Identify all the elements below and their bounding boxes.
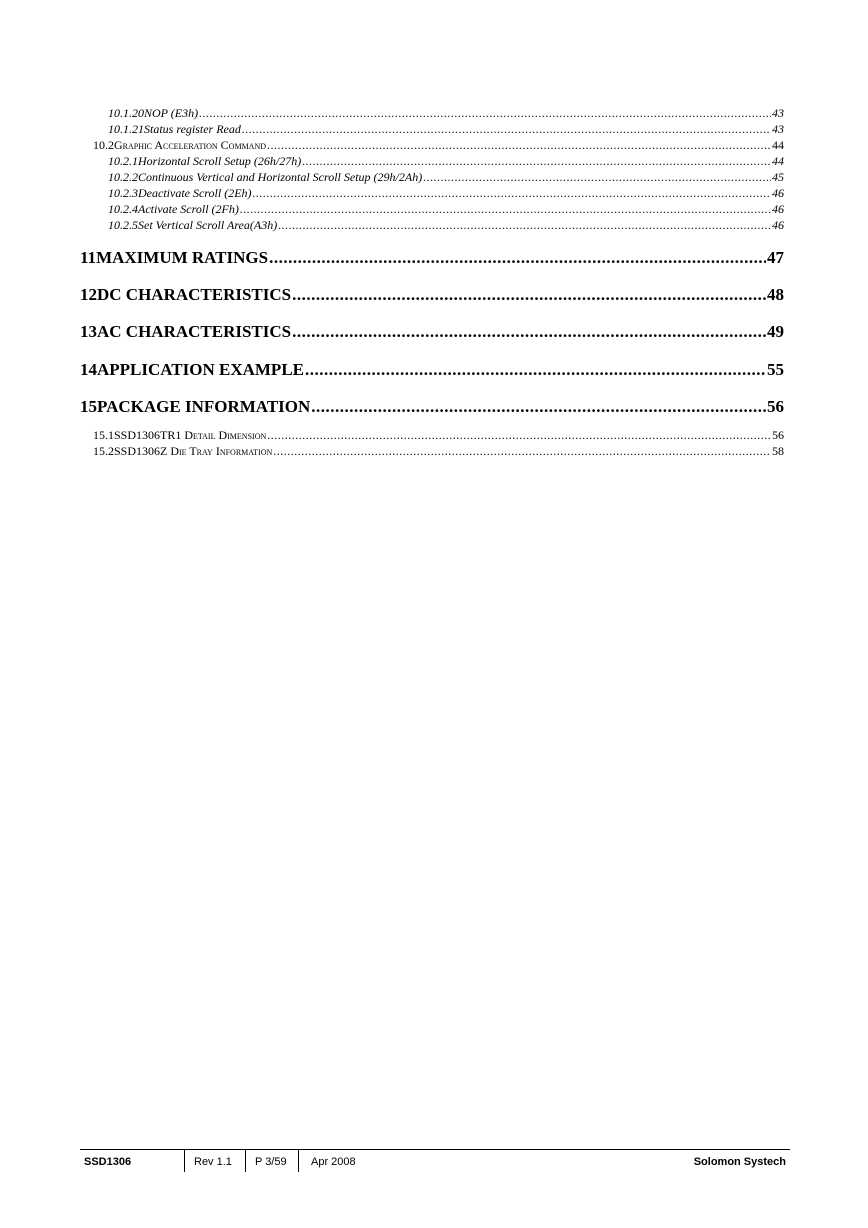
toc-title: Graphic Acceleration Command: [114, 138, 267, 152]
toc-title: DC CHARACTERISTICS: [97, 285, 292, 304]
toc-leader: [292, 285, 766, 305]
toc-leader: [302, 154, 771, 169]
toc-number: 10.2.1: [108, 154, 138, 168]
toc-page: 56: [767, 397, 784, 416]
toc-title: Deactivate Scroll (2Eh): [138, 186, 252, 200]
toc-chapter-14[interactable]: [80, 360, 784, 382]
toc-entry-10-2-1[interactable]: [108, 154, 784, 170]
toc-page: 44: [772, 138, 784, 152]
toc-page: 48: [767, 285, 784, 304]
toc-chapter-13[interactable]: [80, 322, 784, 344]
footer-divider: [245, 1150, 246, 1172]
toc-leader: [242, 122, 771, 137]
toc-number: 15.1: [93, 428, 114, 442]
toc-leader: [273, 444, 771, 459]
toc-page: 46: [772, 202, 784, 216]
footer-page-number: P 3/59: [255, 1156, 287, 1168]
toc-title: Horizontal Scroll Setup (26h/27h): [138, 154, 302, 168]
toc-page: 55: [767, 360, 784, 379]
toc-title: AC CHARACTERISTICS: [97, 322, 292, 341]
toc-chapter-15[interactable]: [80, 397, 784, 419]
toc-leader: [267, 428, 771, 443]
toc-leader: [311, 397, 766, 417]
footer-revision: Rev 1.1: [194, 1156, 232, 1168]
toc-number: 10.2.2: [108, 170, 138, 184]
toc-entry-15-1[interactable]: [93, 428, 784, 444]
toc-title: MAXIMUM RATINGS: [96, 248, 269, 267]
toc-number: 15: [80, 397, 97, 416]
toc-page: 43: [772, 106, 784, 120]
toc-title: SSD1306TR1 Detail Dimension: [114, 428, 267, 442]
toc-leader: [199, 106, 771, 121]
toc-page: 49: [767, 322, 784, 341]
footer-date: Apr 2008: [311, 1156, 356, 1168]
toc-title: Continuous Vertical and Horizontal Scroll Setup (29h/2Ah): [138, 170, 423, 184]
toc-page: 44: [772, 154, 784, 168]
toc-number: 10.2: [93, 138, 114, 152]
toc-number: 10.1.20: [108, 106, 144, 120]
toc-number: 11: [80, 248, 97, 267]
footer-divider: [184, 1150, 185, 1172]
toc-number: 10.2.4: [108, 202, 138, 216]
toc-number: 10.2.3: [108, 186, 138, 200]
toc-entry-10-2-4[interactable]: [108, 202, 784, 218]
toc-entry-10-1-20[interactable]: [108, 106, 784, 122]
toc-number: 10.1.21: [108, 122, 144, 136]
toc-number: 12: [80, 285, 97, 304]
toc-chapter-12[interactable]: [80, 285, 784, 307]
toc-page: 43: [772, 122, 784, 136]
toc-leader: [292, 322, 766, 342]
toc-leader: [305, 360, 766, 380]
toc-page: 58: [772, 444, 784, 458]
toc-leader: [278, 218, 771, 233]
footer-divider: [298, 1150, 299, 1172]
toc-number: 10.2.5: [108, 218, 138, 232]
toc-entry-10-2-3[interactable]: [108, 186, 784, 202]
toc-entry-10-1-21[interactable]: [108, 122, 784, 138]
toc-leader: [240, 202, 771, 217]
toc-number: 15.2: [93, 444, 114, 458]
toc-title: Status register Read: [144, 122, 241, 136]
toc-leader: [269, 248, 766, 268]
toc-entry-15-2[interactable]: [93, 444, 784, 460]
toc-entry-10-2[interactable]: [93, 138, 784, 154]
toc-chapter-11[interactable]: [80, 248, 784, 270]
toc-title: NOP (E3h): [144, 106, 199, 120]
toc-title: APPLICATION EXAMPLE: [97, 360, 304, 379]
toc-page: 47: [767, 248, 784, 267]
toc-number: 14: [80, 360, 97, 379]
toc-title: Activate Scroll (2Fh): [138, 202, 239, 216]
toc-page: 56: [772, 428, 784, 442]
toc-number: 13: [80, 322, 97, 341]
toc-title: SSD1306Z Die Tray Information: [114, 444, 273, 458]
toc-title: Set Vertical Scroll Area(A3h): [138, 218, 278, 232]
toc-entry-10-2-5[interactable]: [108, 218, 784, 234]
toc-page: 46: [772, 186, 784, 200]
toc-leader: [267, 138, 771, 153]
toc-page: 45: [772, 170, 784, 184]
toc-leader: [423, 170, 771, 185]
toc-title: PACKAGE INFORMATION: [97, 397, 311, 416]
toc-entry-10-2-2[interactable]: [108, 170, 784, 186]
footer-product: SSD1306: [84, 1156, 132, 1168]
page-footer: [80, 1149, 790, 1174]
footer-company: Solomon Systech: [693, 1156, 786, 1168]
toc-leader: [253, 186, 771, 201]
toc-page: 46: [772, 218, 784, 232]
